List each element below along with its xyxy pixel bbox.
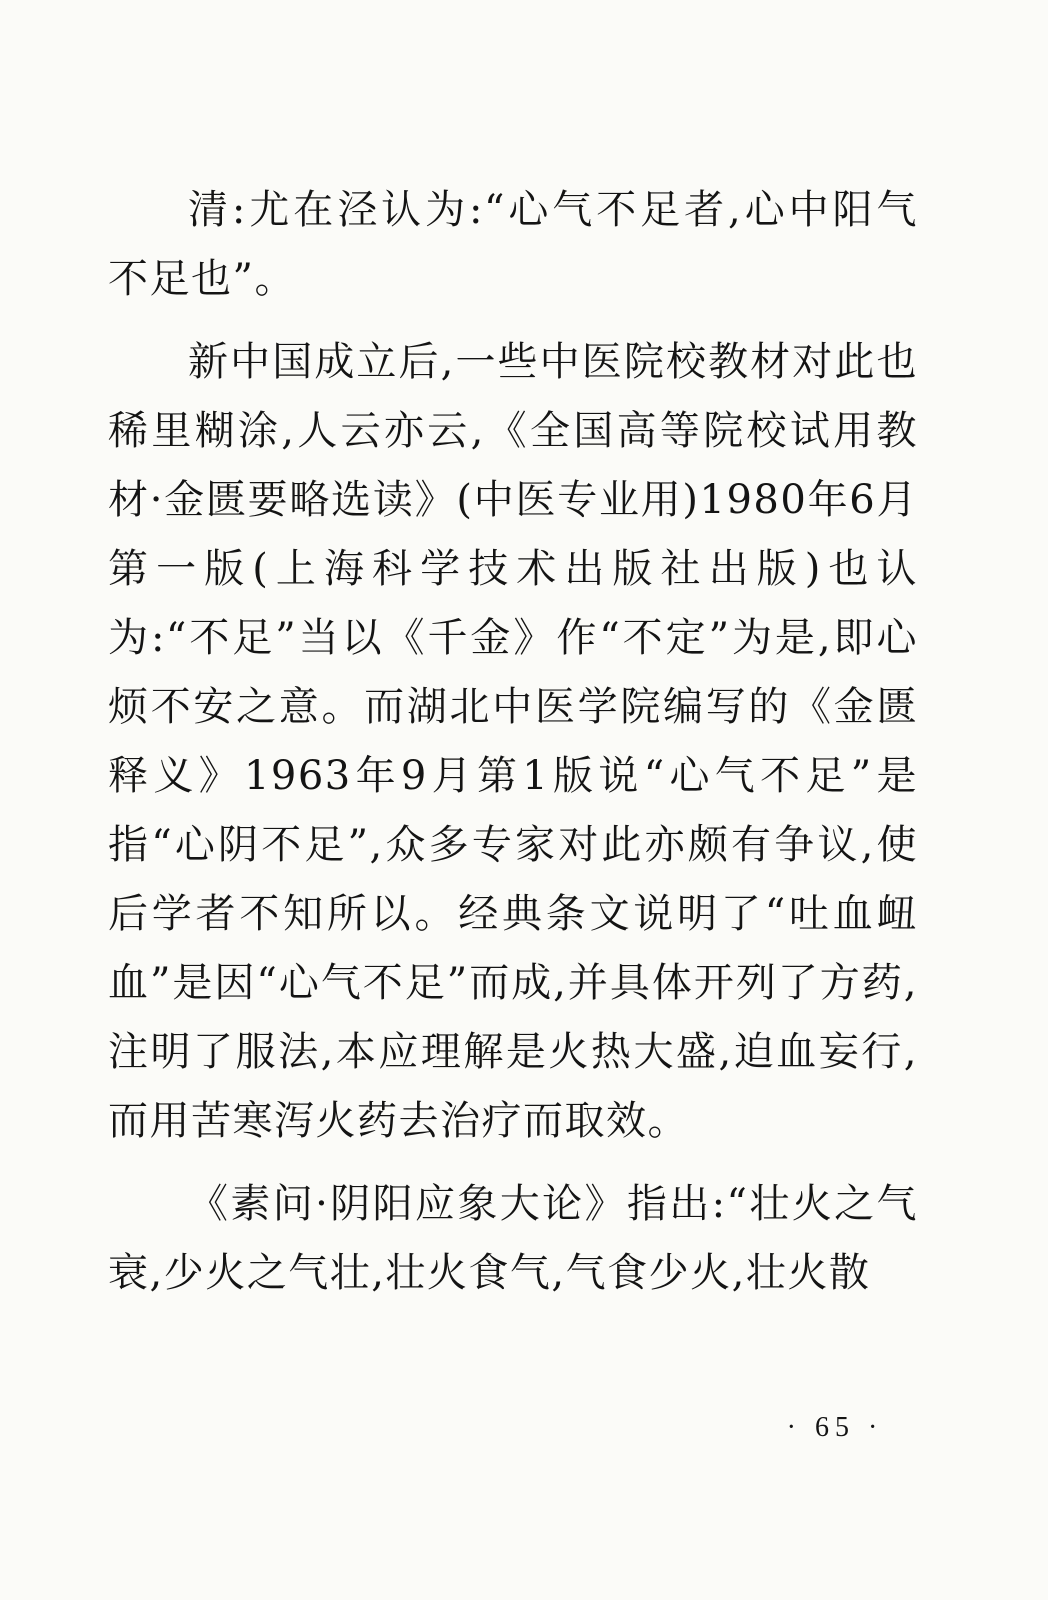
page-number: · 65 · bbox=[786, 1412, 884, 1443]
paragraph-1: 清:尤在泾认为:“心气不足者,心中阳气不足也”。 bbox=[108, 187, 918, 302]
paragraph-2: 新中国成立后,一些中医院校教材对此也稀里糊涂,人云亦云,《全国高等院校试用教材·金匮要略选读》(中医专业用)1980年6月第一版(上海科学技术出版社出版)也认为:“不足”当以《千金》作“不定”为是,即心烦不安之意。而湖北中医学院编写的《金匮释义》1963年9月第1版说“心气不足”是指“心阴不足”,众多专家对此亦颇有争议,使后学者不知所以。经典条文说明了“吐血衄血”是因“心气不足”而成,并具体开列了方药,注明了服法,本应理解是火热大盛,迫血妄行,而用苦寒泻火药去治疗而取效。 bbox=[108, 339, 918, 1144]
body-text bbox=[108, 176, 918, 1322]
paragraph-3: 《素问·阴阳应象大论》指出:“壮火之气衰,少火之气壮,壮火食气,气食少火,壮火散 bbox=[108, 1181, 918, 1296]
